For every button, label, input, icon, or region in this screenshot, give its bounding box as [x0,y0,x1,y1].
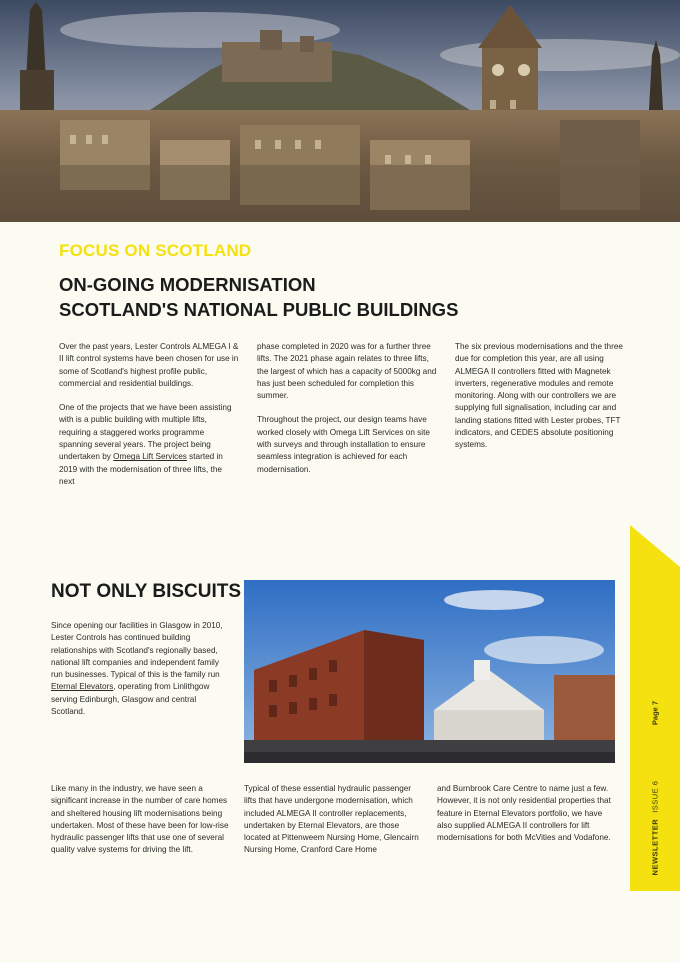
newsletter-issue: ISSUE 6 [650,780,660,813]
section-kicker: FOCUS ON SCOTLAND [59,241,252,260]
article2-heading: NOT ONLY BISCUITS [51,581,242,602]
newsletter-label [651,775,660,876]
article1-para4: Throughout the project, our design teams have worked closely with Omega Lift Services on site with surveys and through installation to ensure seamless integration is achieved for each modernisation. [257,415,430,474]
article2-para4: and Burnbrook Care Centre to name just a few. However, it is not only residential properties that feature in Eternal Elevators portfolio, we have also supplied ALMEGA II controllers for lift modernisations for both McVities and Vodafone. [437,784,611,843]
article1-column2 [257,341,437,488]
article1-para2 [59,402,239,488]
article1-para1: Over the past years, Lester Controls ALMEGA I & II lift control systems have been chosen for use in some of Scotland's highest profile public, commercial and residential buildings. [59,342,239,388]
page-number: Page 7 [650,700,660,726]
article2-para3: Typical of these essential hydraulic passenger lifts that have undergone modernisation, which included ALMEGA II controller replacements, undertaken by Eternal Elevators, are those located at Pittenweem Nursing Home, Glencairn Nursing Home, Cranford Care Home [244,784,419,855]
article2-sidebar-text [51,620,231,730]
article1-para5: The six previous modernisations and the three due for completion this year, are all using ALMEGA II controllers fitted with Magnetek inverters, regenerative modules and remote monitoring. Along with our controllers we are supplying full signalisation, including car and landing stations fitted with Lester probes, TFT indicators, and CEDES absolute positioning systems. [455,342,623,450]
article-title-line1: ON-GOING MODERNISATION [59,274,316,295]
omega-lift-link[interactable]: Omega Lift Services [113,452,187,462]
article2-column3 [437,783,617,856]
hero-photo [0,0,680,222]
article1-para2-tail: started in 2019 with the modernisation of three lifts, the next [59,452,223,486]
article1-column3 [455,341,635,464]
newsletter-brand: NEWSLETTER [650,818,660,876]
eternal-elevators-link[interactable]: Eternal Elevators [51,682,114,692]
article2-para1-tail: , operating from Linlithgow serving Edinburgh, Glasgow and central Scotland. [51,682,210,717]
article1-column1 [59,341,239,500]
article2-column1 [51,783,231,869]
article2-column2 [244,783,424,869]
feature-photo [244,580,615,763]
article1-para2-text: One of the projects that we have been assisting with is a public building with multiple lifts, requiring a staggered works programme spanning several years. The project being undertaken by [59,403,232,462]
article2-para1-text: Since opening our facilities in Glasgow in 2010, Lester Controls has continued building relationships with Scotland's regionally based, national lift companies and independent family run businesses. Typical of this is the family run [51,621,223,680]
article2-para1 [51,620,231,718]
article1-para3: phase completed in 2020 was for a further three lifts. The 2021 phase again relates to three lifts, the largest of which has a capacity of 5000kg and has just been scheduled for completion this summer. [257,342,437,401]
article-title [59,272,458,322]
article-title-line2: SCOTLAND'S NATIONAL PUBLIC BUILDINGS [59,299,459,320]
article2-para2: Like many in the industry, we have seen a significant increase in the number of care homes and sheltered housing lift modernisations being undertaken. Most of these have been for low-rise hydraulic passenger lifts that use one of several quality valve systems for driving the lift. [51,784,229,855]
newsletter-side-tab [630,525,680,891]
